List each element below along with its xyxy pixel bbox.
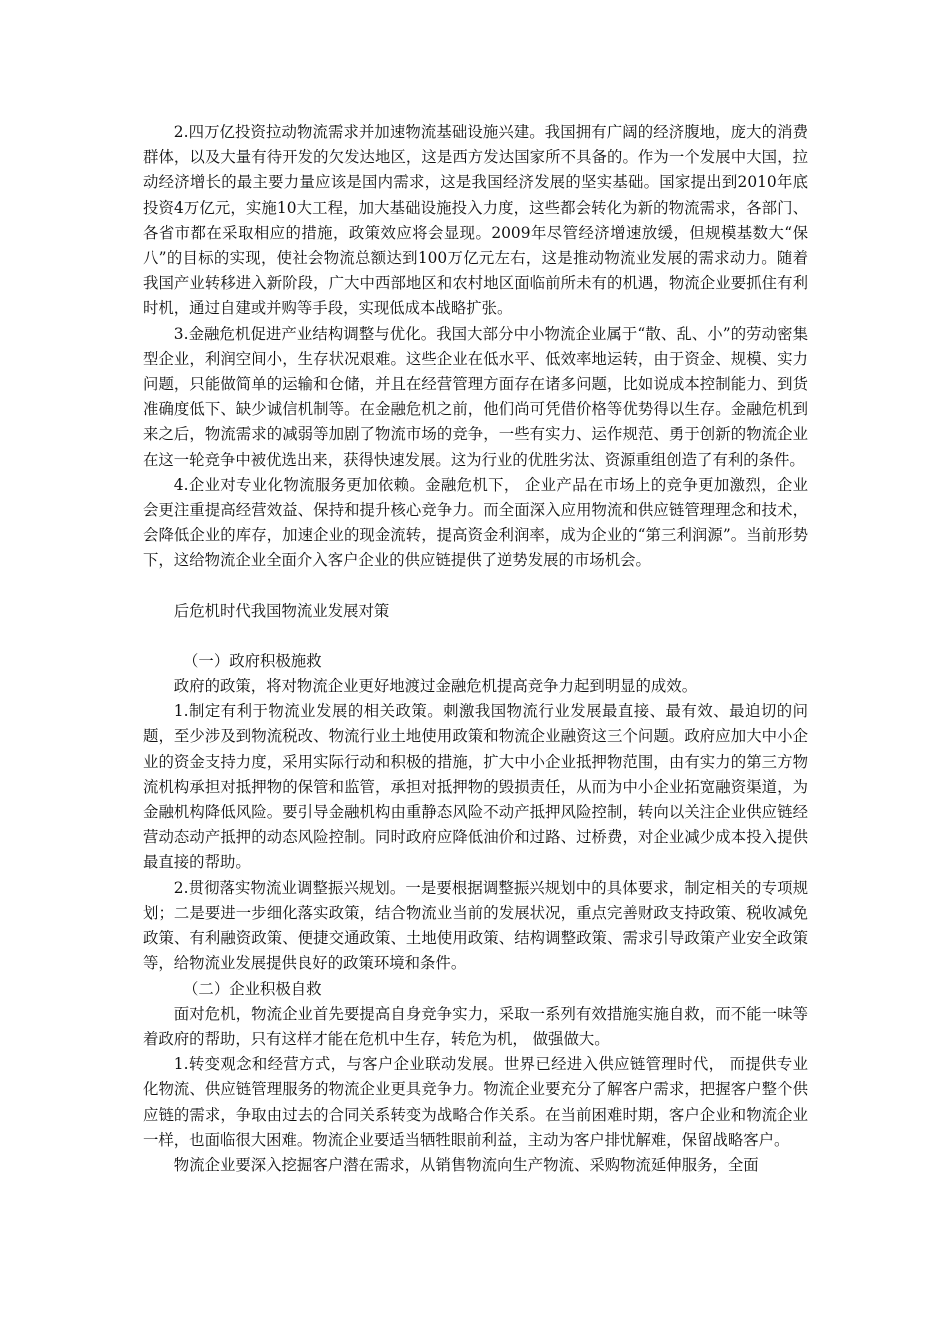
paragraph-revitalization-plan: 2.贯彻落实物流业调整振兴规划。一是要根据调整振兴规划中的具体要求，制定相关的专项规划；二是要进一步细化落实政策，结合物流业当前的发展状况，重点完善财政支持政策、税收减免政策、有利融资政策、便捷交通政策、土地使用政策、结构调整政策、需求引导政策产业安全政策等，给物流业发展提供良好的政策环境和条件。 [143, 878, 808, 973]
document-page [143, 120, 808, 1178]
section-title: 后危机时代我国物流业发展对策 [173, 601, 390, 620]
paragraph-change-concepts: 1.转变观念和经营方式，与客户企业联动发展。世界已经进入供应链管理时代， 而提供专业化物流、供应链管理服务的物流企业更具竞争力。物流企业要充分了解客户需求，把握客户整个供应链的需求，争取由过去的合同关系转变为战略合作关系。在当前困难时期，客户企业和物流企业一样，也面临很大困难。物流企业要适当牺牲眼前利益，主动为客户排忧解难，保留战略客户。 [143, 1055, 808, 1149]
paragraph-customer-needs: 物流企业要深入挖掘客户潜在需求，从销售物流向生产物流、采购物流延伸服务，全面 [173, 1155, 759, 1174]
paragraph-professional-logistics-reliance: 4.企业对专业化物流服务更加依赖。金融危机下， 企业产品在市场上的竞争更加激烈，企业会更注重提高经营效益、保持和提升核心竞争力。而全面深入应用物流和供应链管理理念和技术，会降低企业的库存，加速企业的现金流转，提高资金利润率，成为企业的“第三利润源”。当前形势下，这给物流企业全面介入客户企业的供应链提供了逆势发展的市场机会。 [143, 475, 808, 570]
paragraph-facing-crisis: 面对危机，物流企业首先要提高自身竞争实力，采取一系列有效措施实施自救，而不能一味等着政府的帮助，只有这样才能在危机中生存，转危为机， 做强做大。 [143, 1004, 808, 1048]
paragraph-government-policy: 政府的政策，将对物流企业更好地渡过金融危机提高竞争力起到明显的成效。 [173, 677, 698, 696]
subsection-enterprise-self-rescue: （二）企业积极自救 [183, 979, 322, 998]
paragraph-financial-crisis-restructuring: 3.金融危机促进产业结构调整与优化。我国大部分中小物流企业属于“散、乱、小”的劳动密集型企业，利润空间小，生存状况艰难。这些企业在低水平、低效率地运转，由于资金、规模、实力问题，只能做简单的运输和仓储，并且在经营管理方面存在诸多问题，比如说成本控制能力、到货准确度低下、缺少诚信机制等。在金融危机之前，他们尚可凭借价格等优势得以生存。金融危机到来之后，物流需求的减弱等加剧了物流市场的竞争，一些有实力、运作规范、勇于创新的物流企业在这一轮竞争中被优选出来，获得快速发展。这为行业的优胜劣汰、资源重组创造了有利的条件。 [143, 324, 808, 469]
paragraph-policy-formulation: 1.制定有利于物流业发展的相关政策。刺激我国物流行业发展最直接、最有效、最迫切的问题，至少涉及到物流税改、物流行业土地使用政策和物流企业融资这三个问题。政府应加大中小企业的资金支持力度，采用实际行动和积极的措施，扩大中小企业抵押物范围，由有实力的第三方物流机构承担对抵押物的保管和监管，承担对抵押物的毁损责任，从而为中小企业拓宽融资渠道，为金融机构降低风险。要引导金融机构由重静态风险不动产抵押风险控制，转向以关注企业供应链经营动态动产抵押的动态风险控制。同时政府应降低油价和过路、过桥费，对企业减少成本投入提供最直接的帮助。 [143, 702, 808, 872]
subsection-government-rescue: （一）政府积极施救 [183, 651, 322, 670]
paragraph-four-trillion-investment: 2.四万亿投资拉动物流需求并加速物流基础设施兴建。我国拥有广阔的经济腹地，庞大的消费群体，以及大量有待开发的欠发达地区，这是西方发达国家所不具备的。作为一个发展中大国，拉动经济增长的最主要力量应该是国内需求，这是我国经济发展的坚实基础。国家提出到2010年底投资4万亿元，实施10大工程，加大基础设施投入力度，这些都会转化为新的物流需求，各部门、各省市都在采取相应的措施，政策效应将会显现。2009年尽管经济增速放缓，但规模基数大“保八”的目标的实现，使社会物流总额达到100万亿元左右，这是推动物流业发展的需求动力。随着我国产业转移进入新阶段，广大中西部地区和农村地区面临前所未有的机遇，物流企业要抓住有利时机，通过自建或并购等手段，实现低成本战略扩张。 [143, 123, 808, 318]
